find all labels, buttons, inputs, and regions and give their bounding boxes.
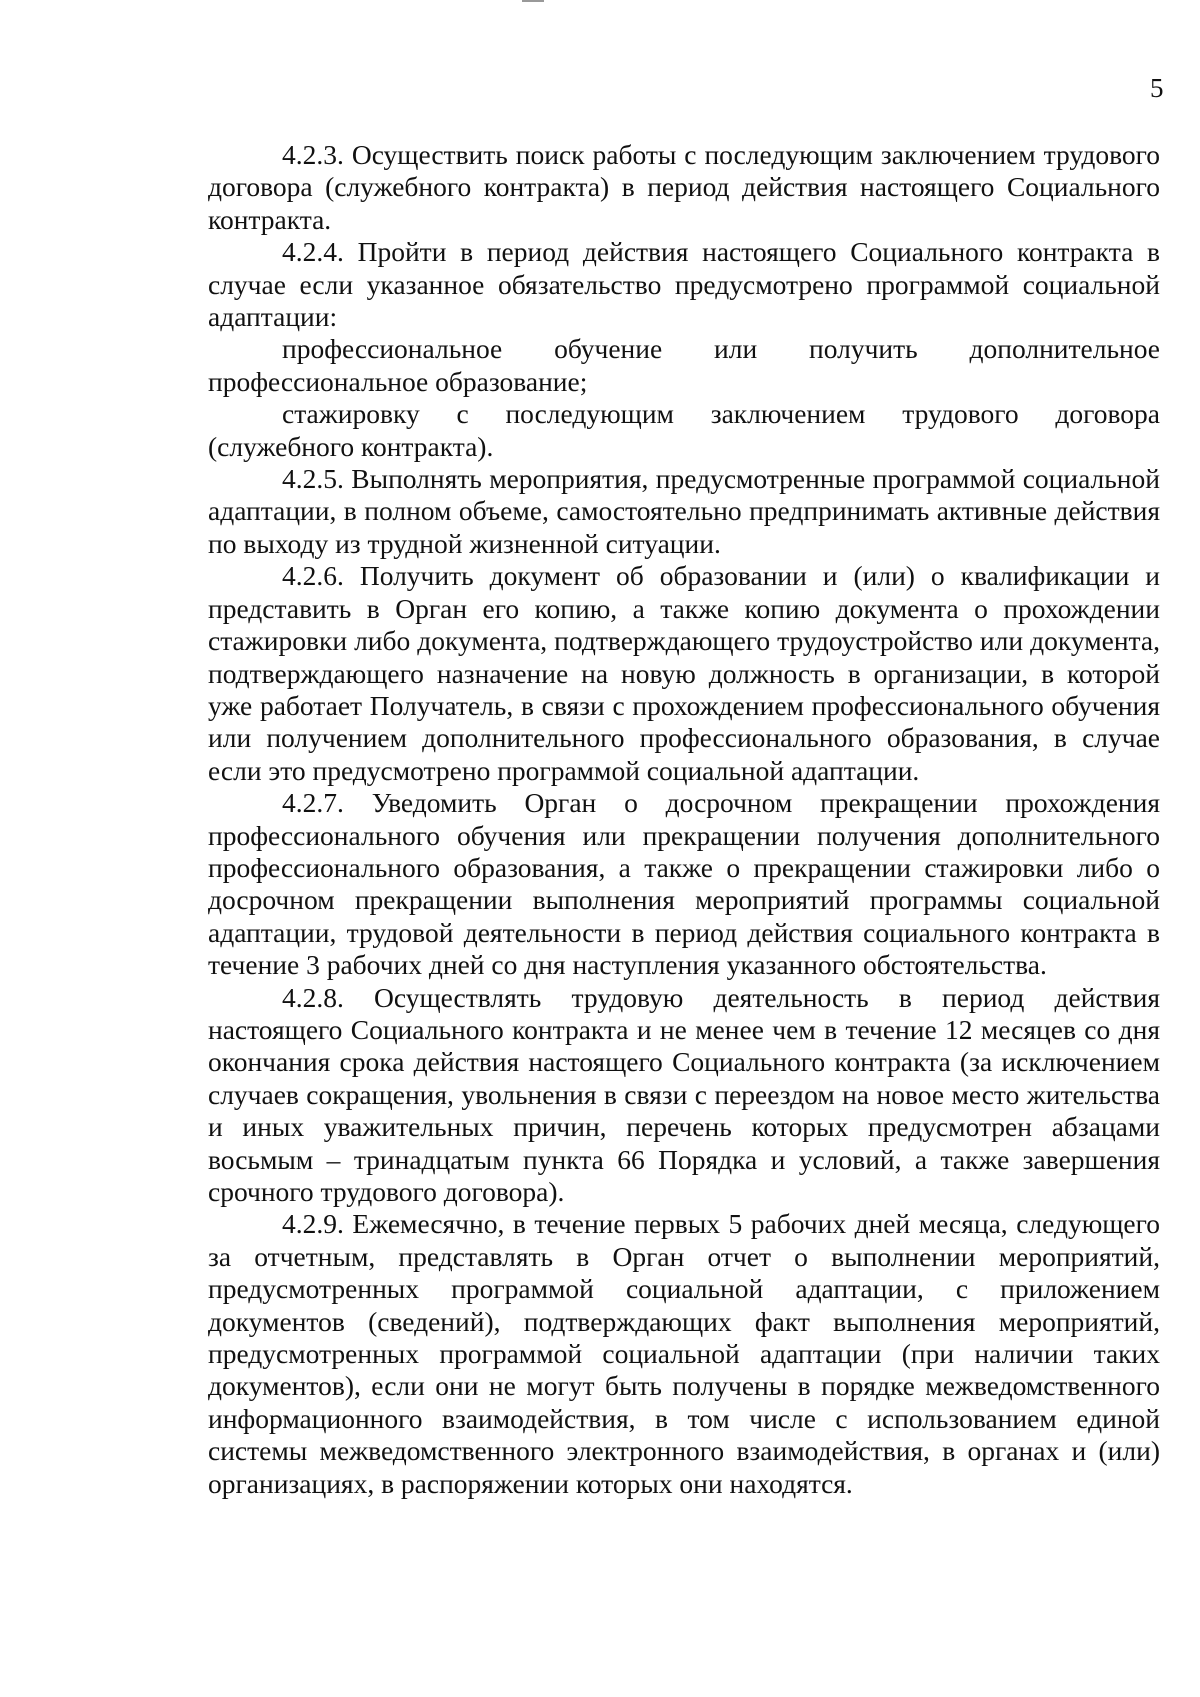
clause-4-2-3: 4.2.3. Осуществить поиск работы с последующим заключением трудового договора (служебного контракта) в период действия настоящего Социального контракта. [208,139,1160,235]
clause-4-2-9: 4.2.9. Ежемесячно, в течение первых 5 рабочих дней месяца, следующего за отчетным, представлять в Орган отчет о выполнении мероприятий, предусмотренных программой социальной адаптации, с приложением документов (сведений), подтверждающих факт выполнения мероприятий, предусмотренных программой социальной адаптации (при наличии таких документов), если они не могут быть получены в порядке межведомственного информационного взаимодействия, в том числе с использованием единой системы межведомственного электронного взаимодействия, в органах и (или) организациях, в распоряжении которых они находятся. [208,1208,1160,1499]
clause-4-2-8: 4.2.8. Осуществлять трудовую деятельность в период действия настоящего Социального контракта и не менее чем в течение 12 месяцев со дня окончания срока действия настоящего Социального контракта (за исключением случаев сокращения, увольнения в связи с переездом на новое место жительства и иных уважительных причин, перечень которых предусмотрен абзацами восьмым – тринадцатым пункта 66 Порядка и условий, а также завершения срочного трудового договора). [208,981,1160,1207]
clause-4-2-4-item-training: профессиональное обучение или получить дополнительное профессиональное образование; [208,333,1160,397]
clause-4-2-6: 4.2.6. Получить документ об образовании и (или) о квалификации и представить в Орган его копию, а также копию документа о прохождении стажировки либо документа, подтверждающего трудоустройство или документа, подтверждающего назначение на новую должность в организации, в которой уже работает Получатель, в связи с прохождением профессионального обучения или получением дополнительного профессионального образования, в случае если это предусмотрено программой социальной адаптации. [208,560,1160,786]
clause-4-2-7: 4.2.7. Уведомить Орган о досрочном прекращении прохождения профессионального обучения или прекращении получения дополнительного профессионального образования, а также о прекращении стажировки либо о досрочном прекращении выполнения мероприятий программы социальной адаптации, трудовой деятельности в период действия социального контракта в течение 3 рабочих дней со дня наступления указанного обстоятельства. [208,787,1160,981]
clause-4-2-4: 4.2.4. Пройти в период действия настоящего Социального контракта в случае если указанное обязательство предусмотрено программой социальной адаптации: [208,236,1160,333]
top-scan-mark [522,0,544,2]
clause-4-2-5: 4.2.5. Выполнять мероприятия, предусмотренные программой социальной адаптации, в полном объеме, самостоятельно предпринимать активные действия по выходу из трудной жизненной ситуации. [208,463,1160,559]
document-body [208,139,1160,1500]
clause-4-2-4-item-internship: стажировку с последующим заключением трудового договора (служебного контракта). [208,398,1160,462]
page-number: 5 [1150,73,1164,103]
